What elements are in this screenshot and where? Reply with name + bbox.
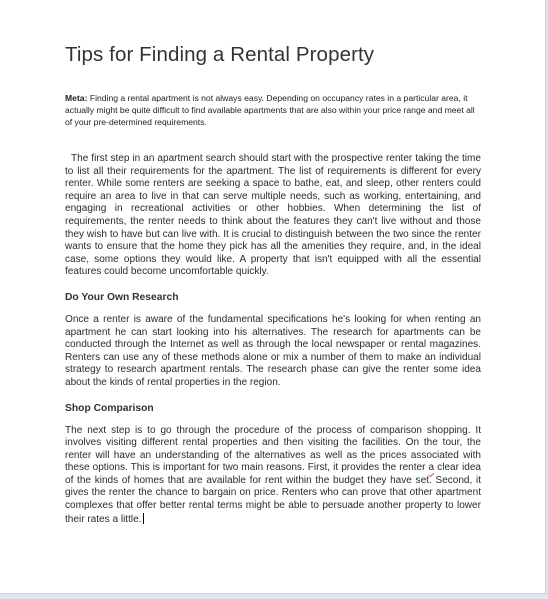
comparison-text-after: clear idea of the kinds of homes that are available for rent within the budget they have set. Second, it gives the renter the chance to bargain on price. Renters who can prove that other apartment complexes that offer better rental terms might be able to persuade another property to lower their rates a little.: [65, 462, 482, 525]
section-heading-comparison[interactable]: Shop Comparison: [65, 402, 154, 414]
meta-description[interactable]: [65, 92, 481, 128]
document-body[interactable]: [65, 40, 481, 526]
section-heading-research[interactable]: Do Your Own Research: [65, 291, 179, 303]
intro-paragraph[interactable]: The first step in an apartment search should start with the prospective renter taking the time to list all their requirements for the apartment. The list of requirements is different for every renter. While some renters are seeking a space to bathe, eat, and sleep, other renters could require an area to live in that can serve multiple needs, such as working, entertaining, and engaging in recreational activities or other hobbies. When determining the list of requirements, the renter needs to think about the features they can't live without and those they wish to have but can live with. It is crucial to distinguish between the two since the renter wants to ensure that the home they pick has all the amenities they require, and, in the ideal case, some options they would like. A property that isn't equipped with all the essential features could become uncomfortable quickly.: [65, 153, 481, 278]
meta-label: Meta:: [65, 93, 88, 103]
comparison-text-before: The next step is to go through the procedure of the process of comparison shopping. It involves visiting different rental properties and then visiting the facilities. On the tour, the renter will have an understanding of the alternatives as well as the prices associated with these options. This is important for two main reasons. First, it provides the renter: [65, 424, 481, 474]
research-paragraph[interactable]: Once a renter is aware of the fundamental specifications he's looking for when renting an apartment he can start looking into his alternatives. The research for apartments can be conducted through the Internet as well as through the local newspaper or rental magazines. Renters can use any of these methods alone or mix a number of them to make an individual strategy to research apartment rentals. The research phase can give the renter some idea about the kinds of rental properties in the region.: [65, 313, 481, 388]
spellcheck-flagged-word[interactable]: a: [428, 462, 435, 474]
text-cursor: [143, 513, 144, 524]
document-title[interactable]: Tips for Finding a Rental Property: [65, 43, 375, 66]
comparison-paragraph[interactable]: [65, 425, 481, 527]
meta-text: Finding a rental apartment is not always easy. Depending on occupancy rates in a particular area, it actually might be quite difficult to find available apartments that are also within your price range and meet all of your pre-determined requirements.: [65, 93, 475, 127]
